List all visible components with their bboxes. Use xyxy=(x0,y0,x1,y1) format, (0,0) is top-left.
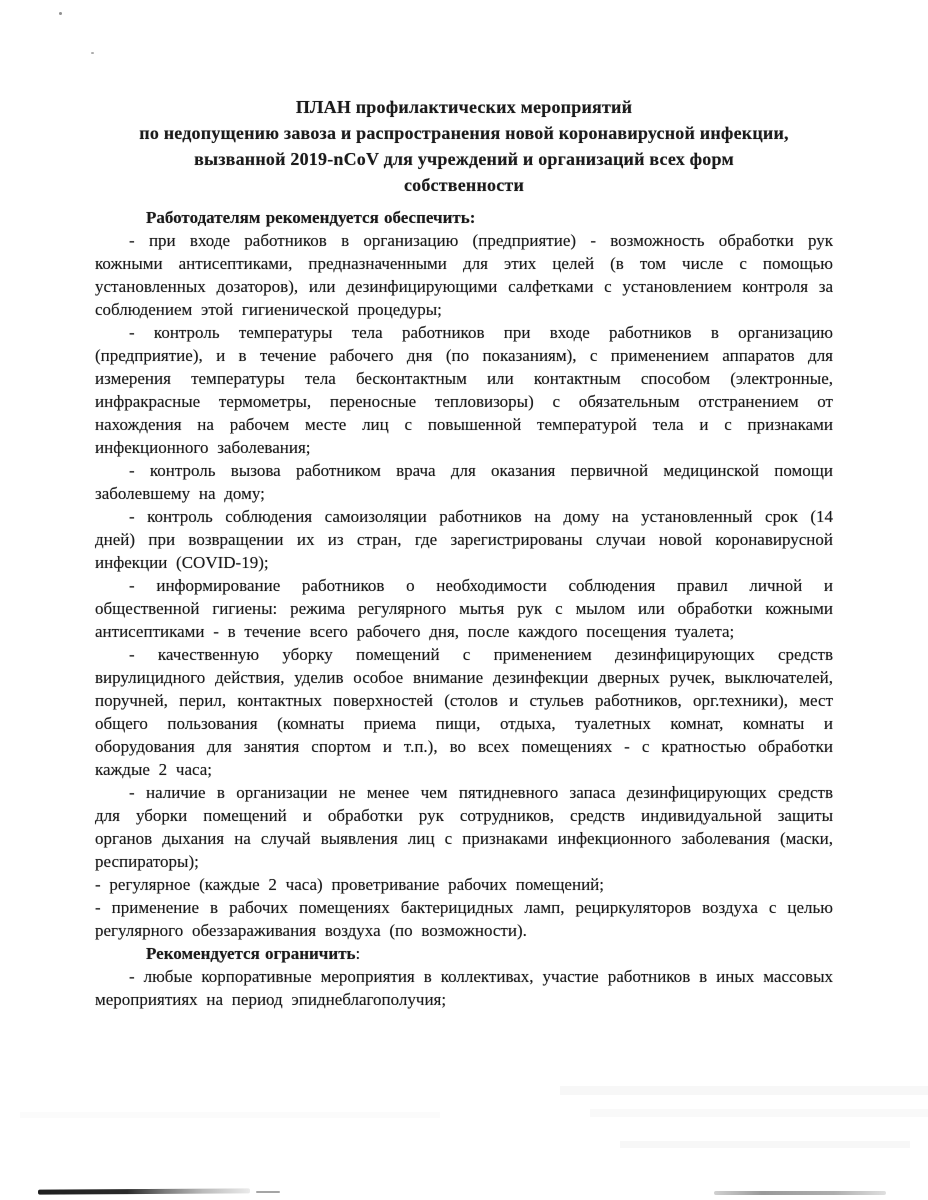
document-title xyxy=(95,94,833,198)
title-line: ПЛАН профилактических мероприятий xyxy=(295,97,633,117)
paragraph-ventilation: - регулярное (каждые 2 часа) проветривание рабочих помещений; xyxy=(95,875,604,894)
paragraph-disinfection-cleaning: - качественную уборку помещений с применением дезинфицирующих средств вирулицидного действия, уделив особое внимание дезинфекции дверных ручек, выключателей, поручней, перил, контактных поверхностей (столов и стульев работников, орг.техники), мест общего пользования (комнаты приема пищи, отдыха, туалетных комнат, комнаты и оборудования для занятия спортом и т.п.), во всех помещениях - с кратностью обработки каждые 2 часа; xyxy=(95,645,833,779)
section-heading-employers: Работодателям рекомендуется обеспечить: xyxy=(146,208,476,227)
scan-ghost-streak xyxy=(560,1086,928,1095)
scan-ghost-streak xyxy=(620,1141,910,1148)
section-heading-restrict xyxy=(95,942,833,965)
paragraph-supplies-stock: - наличие в организации не менее чем пятидневного запаса дезинфицирующих средств для уборки помещений и обработки рук сотрудников, средств индивидуальной защиты органов дыхания на случай выявления лиц с признаками инфекционного заболевания (маски, респираторы); xyxy=(95,783,833,871)
paragraph-temperature-control: - контроль температуры тела работников при входе работников в организацию (предприятие), и в течение рабочего дня (по показаниям), с применением аппаратов для измерения температуры тела бесконтактным или контактным способом (электронные, инфракрасные термометры, переносные тепловизоры) с обязательным отстранением от нахождения на рабочем месте лиц с повышенной температурой тела и с признаками инфекционного заболевания; xyxy=(95,323,833,457)
document-content xyxy=(95,94,833,1011)
title-line: вызванной 2019-nCoV для учреждений и организаций всех форм xyxy=(194,149,734,169)
scan-speck xyxy=(59,12,62,15)
scan-smudge-dash xyxy=(256,1191,280,1193)
scan-speck xyxy=(91,52,94,54)
scan-smudge-bottom-left xyxy=(38,1188,250,1194)
paragraph-self-isolation: - контроль соблюдения самоизоляции работников на дому на установленный срок (14 дней) при возвращении их из стран, где зарегистрированы случаи новой коронавирусной инфекции (COVID-19); xyxy=(95,507,833,572)
scan-ghost-streak xyxy=(590,1109,928,1117)
paragraph-hygiene-information: - информирование работников о необходимости соблюдения правил личной и общественной гигиены: режима регулярного мытья рук с мылом или обработки кожными антисептиками - в течение всего рабочего дня, после каждого посещения туалета; xyxy=(95,576,833,641)
title-line: собственности xyxy=(403,175,525,195)
paragraph-entry-antiseptics: - при входе работников в организацию (предприятие) - возможность обработки рук кожными антисептиками, предназначенными для этих целей (в том числе с помощью установленных дозаторов), или дезинфицирующими салфетками с установлением контроля за соблюдением этой гигиенической процедуры; xyxy=(95,231,833,319)
paragraph-doctor-call-control: - контроль вызова работником врача для оказания первичной медицинской помощи заболевшему на дому; xyxy=(95,461,833,503)
scan-ghost-streak xyxy=(20,1112,440,1118)
title-line: по недопущению завоза и распространения новой коронавирусной инфекции, xyxy=(139,123,789,143)
heading-restrict-text: Рекомендуется ограничить xyxy=(146,944,356,963)
paragraph-corporate-events: - любые корпоративные мероприятия в коллективах, участие работников в иных массовых мероприятиях на период эпиднеблагополучия; xyxy=(95,967,833,1009)
scan-smudge-bottom-right xyxy=(714,1191,886,1195)
heading-restrict-colon: : xyxy=(355,944,361,963)
paragraph-bactericidal-lamps: - применение в рабочих помещениях бактерицидных ламп, рециркуляторов воздуха с целью регулярного обеззараживания воздуха (по возможности). xyxy=(95,898,833,940)
